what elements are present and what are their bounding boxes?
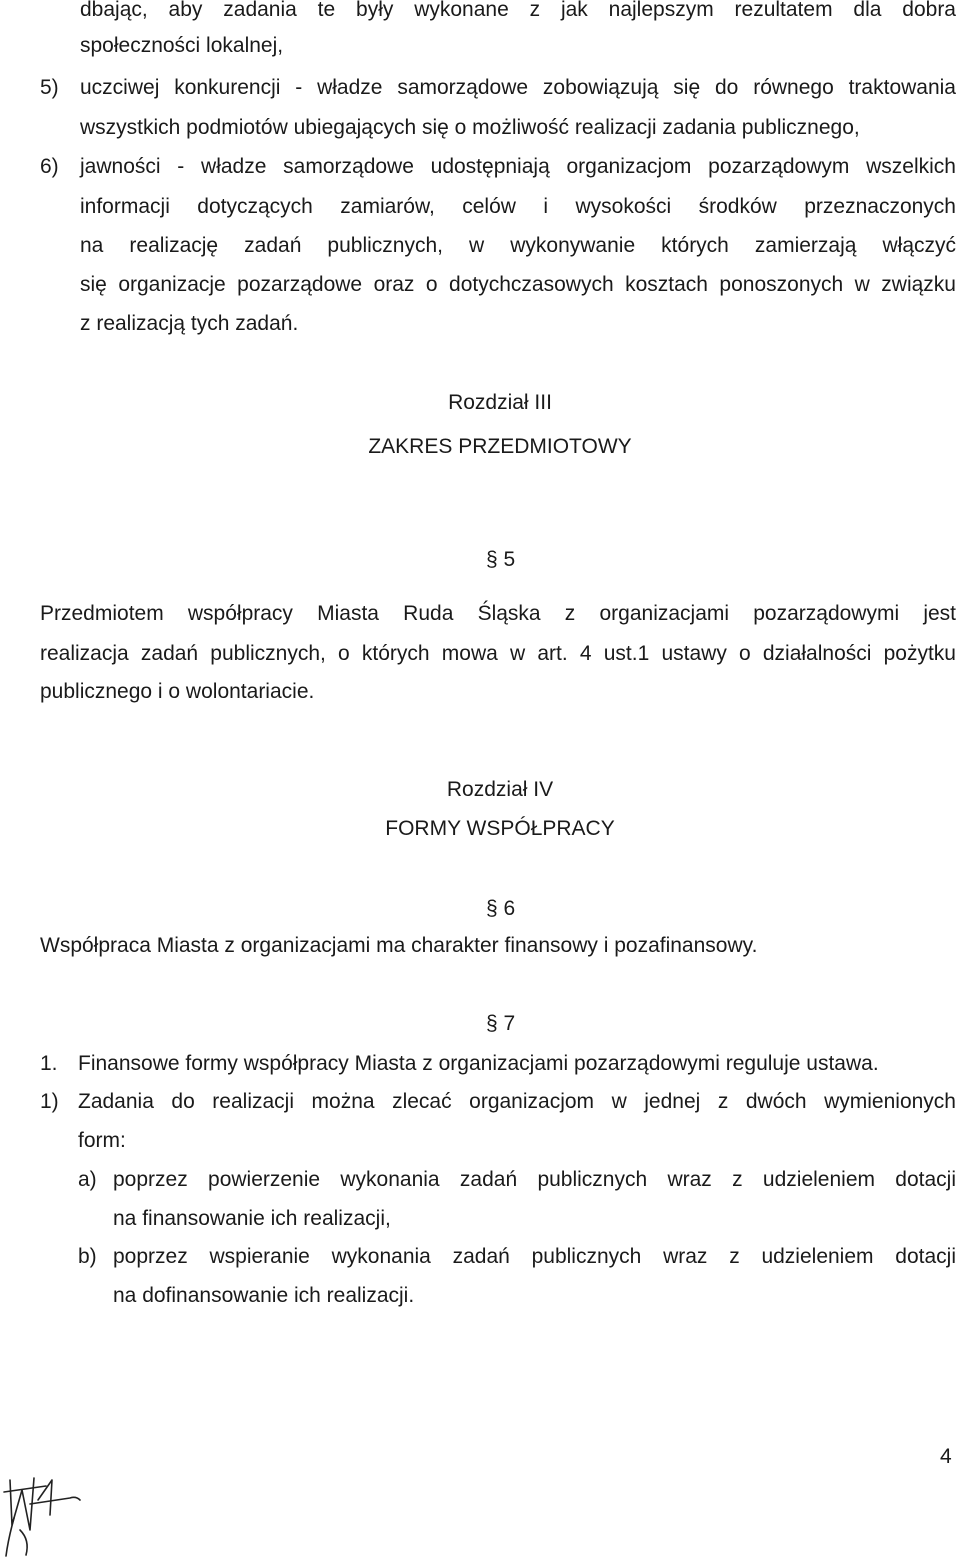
list-item-text: poprzez wspieranie wykonania zadań publicznych wraz z udzieleniem dotacji xyxy=(113,1245,956,1268)
chapter-title: ZAKRES PRZEDMIOTOWY xyxy=(368,435,632,458)
paragraph-symbol: § 6 xyxy=(486,897,516,920)
paragraph-text: Przedmiotem współpracy Miasta Ruda Śląska z organizacjami pozarządowymi jest xyxy=(40,602,956,625)
list-item-text: z realizacją tych zadań. xyxy=(80,312,299,335)
paragraph-text: Współpraca Miasta z organizacjami ma charakter finansowy i pozafinansowy. xyxy=(40,934,758,957)
list-item-text: na dofinansowanie ich realizacji. xyxy=(113,1284,415,1307)
list-item-marker: 1. xyxy=(40,1052,58,1075)
list-item-text: się organizacje pozarządowe oraz o dotychczasowych kosztach ponoszonych w związku xyxy=(80,273,956,296)
list-item-marker: b) xyxy=(78,1245,97,1268)
chapter-title: FORMY WSPÓŁPRACY xyxy=(385,817,615,840)
list-item-text: na finansowanie ich realizacji, xyxy=(113,1207,391,1230)
list-item-marker: a) xyxy=(78,1168,97,1191)
continued-text-line: społeczności lokalnej, xyxy=(80,34,284,57)
handwritten-signature xyxy=(0,1470,90,1557)
list-item-marker: 1) xyxy=(40,1090,59,1113)
list-item-text: Zadania do realizacji można zlecać organizacjom w jednej z dwóch wymienionych xyxy=(78,1090,956,1113)
list-item-text: na realizację zadań publicznych, w wykonywanie których zamierzają włączyć xyxy=(80,234,956,257)
list-item-text: informacji dotyczących zamiarów, celów i wysokości środków przeznaczonych xyxy=(80,195,956,218)
list-item-text: Finansowe formy współpracy Miasta z organizacjami pozarządowymi reguluje ustawa. xyxy=(78,1052,879,1075)
list-item-text: jawności - władze samorządowe udostępniają organizacjom pozarządowym wszelkich xyxy=(80,155,956,178)
list-item-text: wszystkich podmiotów ubiegających się o możliwość realizacji zadania publicznego, xyxy=(80,116,860,139)
paragraph-symbol: § 7 xyxy=(486,1012,516,1035)
page-number: 4 xyxy=(940,1445,952,1468)
list-item-text: uczciwej konkurencji - władze samorządowe zobowiązują się do równego traktowania xyxy=(80,76,956,99)
list-item-text: form: xyxy=(78,1129,126,1152)
chapter-heading: Rozdział III xyxy=(448,391,552,414)
paragraph-text: publicznego i o wolontariacie. xyxy=(40,680,315,703)
list-item-text: poprzez powierzenie wykonania zadań publicznych wraz z udzieleniem dotacji xyxy=(113,1168,956,1191)
paragraph-text: realizacja zadań publicznych, o których mowa w art. 4 ust.1 ustawy o działalności pożytku xyxy=(40,642,956,665)
list-item-marker: 5) xyxy=(40,76,59,99)
paragraph-symbol: § 5 xyxy=(486,548,516,571)
list-item-marker: 6) xyxy=(40,155,59,178)
continued-text-line: dbając, aby zadania te były wykonane z jak najlepszym rezultatem dla dobra xyxy=(80,0,956,21)
chapter-heading: Rozdział IV xyxy=(446,778,554,801)
